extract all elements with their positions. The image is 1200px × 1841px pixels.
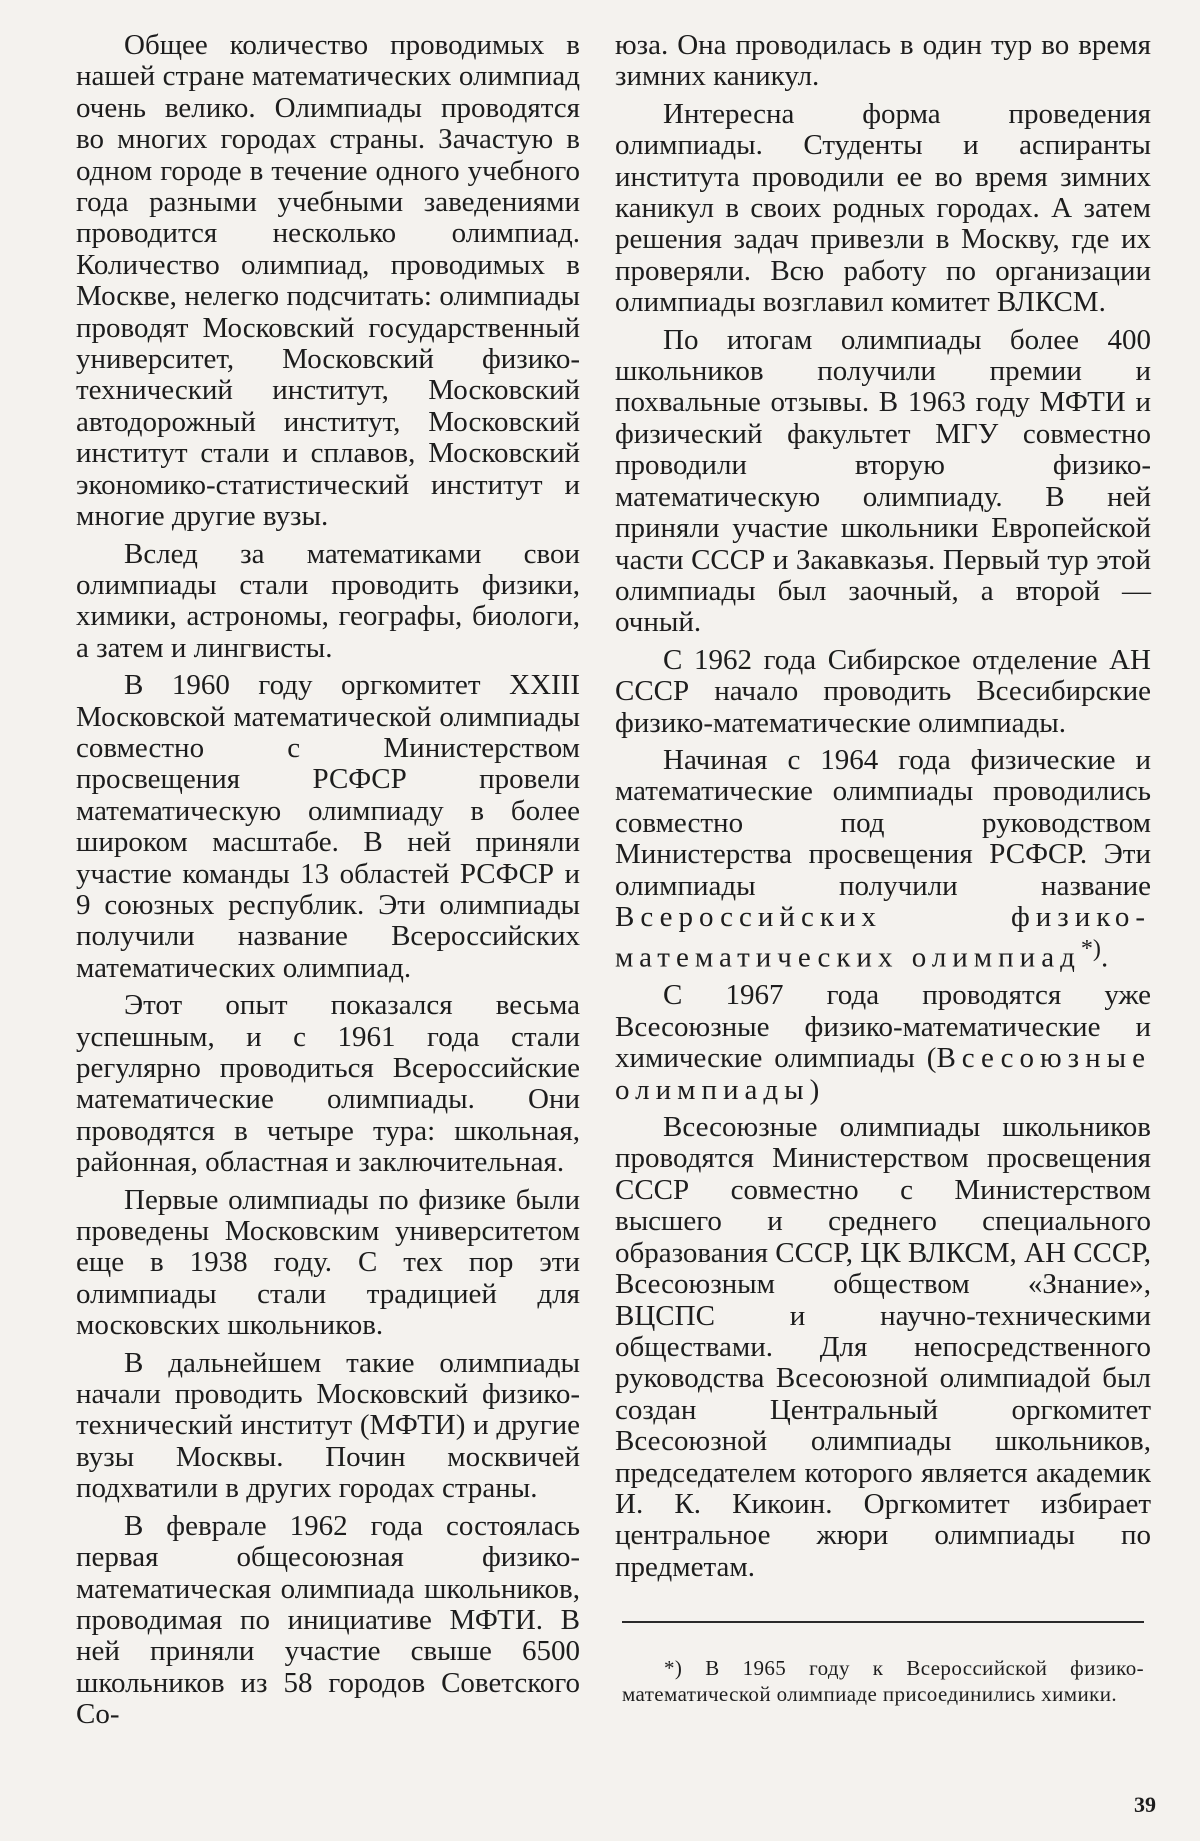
paragraph-with-spaced-name xyxy=(615,745,1151,975)
sentence-end: . xyxy=(1100,942,1109,975)
left-column xyxy=(76,30,580,1737)
paragraph: юза. Она проводилась в один тур во время зимних каникул. xyxy=(615,29,1151,93)
paragraph: В феврале 1962 года состоялась первая общесоюзная физико-математическая олимпиада школьников, проводимая по инициативе МФТИ. В ней приняли участие свыше 6500 школьников из 58 городов Советского Со- xyxy=(76,1509,580,1731)
spaced-olympiad-name: Всероссийских физико-математических олимпиад xyxy=(615,900,1151,975)
footnote-reference: *) xyxy=(1080,935,1101,963)
paragraph-text: Начиная с 1964 года физические и математические олимпиады проводились совместно под руководством Министерства просвещения РСФСР. Эти олимпиады получили название xyxy=(615,743,1151,902)
footnote-divider xyxy=(622,1621,1144,1623)
page-number: 39 xyxy=(1134,1792,1156,1817)
paragraph: Вслед за математиками свои олимпиады стали проводить физики, химики, астрономы, географы, биологи, а затем и лингвисты. xyxy=(76,537,580,664)
right-column xyxy=(615,30,1151,1589)
paragraph: Первые олимпиады по физике были проведены Московским университетом еще в 1938 году. С тех пор эти олимпиады стали традицией для московских школьников. xyxy=(76,1183,580,1342)
closing-parenthesis: ) xyxy=(809,1073,820,1106)
footnote-marker: *) xyxy=(664,1656,683,1680)
paragraph: В 1960 году оргкомитет XXIII Московской математической олимпиады совместно с Министерством просвещения РСФСР провели математическую олимпиаду в более широком масштабе. В ней приняли участие команды 13 областей РСФСР и 9 союзных республик. Эти олимпиады получили название Всероссийских математических олимпиад. xyxy=(76,669,580,984)
paragraph: Общее количество проводимых в нашей стране математических олимпиад очень велико. Олимпиады проводятся во многих городах страны. Зачастую в одном городе в течение одного учебного года разными учебными заведениями проводится несколько олимпиад. Количество олимпиад, проводимых в Москве, нелегко подсчитать: олимпиады проводят Московский государственный университет, Московский физико-технический институт, Московский автодорожный институт, Московский институт стали и сплавов, Московский экономико-статистический институт и многие другие вузы. xyxy=(76,29,580,533)
paragraph: Этот опыт показался весьма успешным, и с 1961 года стали регулярно проводиться Всероссийские математические олимпиады. Они проводятся в четыре тура: школьная, районная, областная и заключительная. xyxy=(76,989,580,1179)
paragraph-text: С 1967 года проводятся уже Всесоюзные физико-математические и химические олимпиады ( xyxy=(615,979,1151,1075)
paragraph: Интересна форма проведения олимпиады. Студенты и аспиранты института проводили ее во время зимних каникул в своих родных городах. А затем решения задач привезли в Москву, где их проверяли. Всю работу по организации олимпиады возглавил комитет ВЛКСМ. xyxy=(615,97,1151,319)
footnote-text: В 1965 году к Всероссийской физико-математической олимпиаде присоединились химики. xyxy=(622,1656,1144,1706)
paragraph: По итогам олимпиады более 400 школьников получили премии и похвальные отзывы. В 1963 году МФТИ и физический факультет МГУ совместно проводили вторую физико-математическую олимпиаду. В ней приняли участие школьники Европейской части СССР и Закавказья. Первый тур этой олимпиады был заочный, а второй — очный. xyxy=(615,323,1151,639)
paragraph: В дальнейшем такие олимпиады начали проводить Московский физико-технический институт (МФТИ) и другие вузы Москвы. Почин москвичей подхватили в других городах страны. xyxy=(76,1346,580,1505)
paragraph: С 1962 года Сибирское отделение АН СССР начало проводить Всесибирские физико-математические олимпиады. xyxy=(615,643,1151,739)
spaced-olympiad-name: Всесоюзные олимпиады xyxy=(615,1042,1151,1106)
paragraph-with-spaced-name xyxy=(615,980,1151,1106)
paragraph: Всесоюзные олимпиады школьников проводятся Министерством просвещения СССР совместно с Министерством высшего и среднего специального образования СССР, ЦК ВЛКСМ, АН СССР, Всесоюзным обществом «Знание», ВЦСПС и научно-техническими обществами. Для непосредственного руководства Всесоюзной олимпиадой был создан Центральный оргкомитет Всесоюзной олимпиады школьников, председателем которого является академик И. К. Кикоин. Оргкомитет избирает центральное жюри олимпиады по предметам. xyxy=(615,1111,1151,1583)
footnote xyxy=(622,1655,1144,1707)
